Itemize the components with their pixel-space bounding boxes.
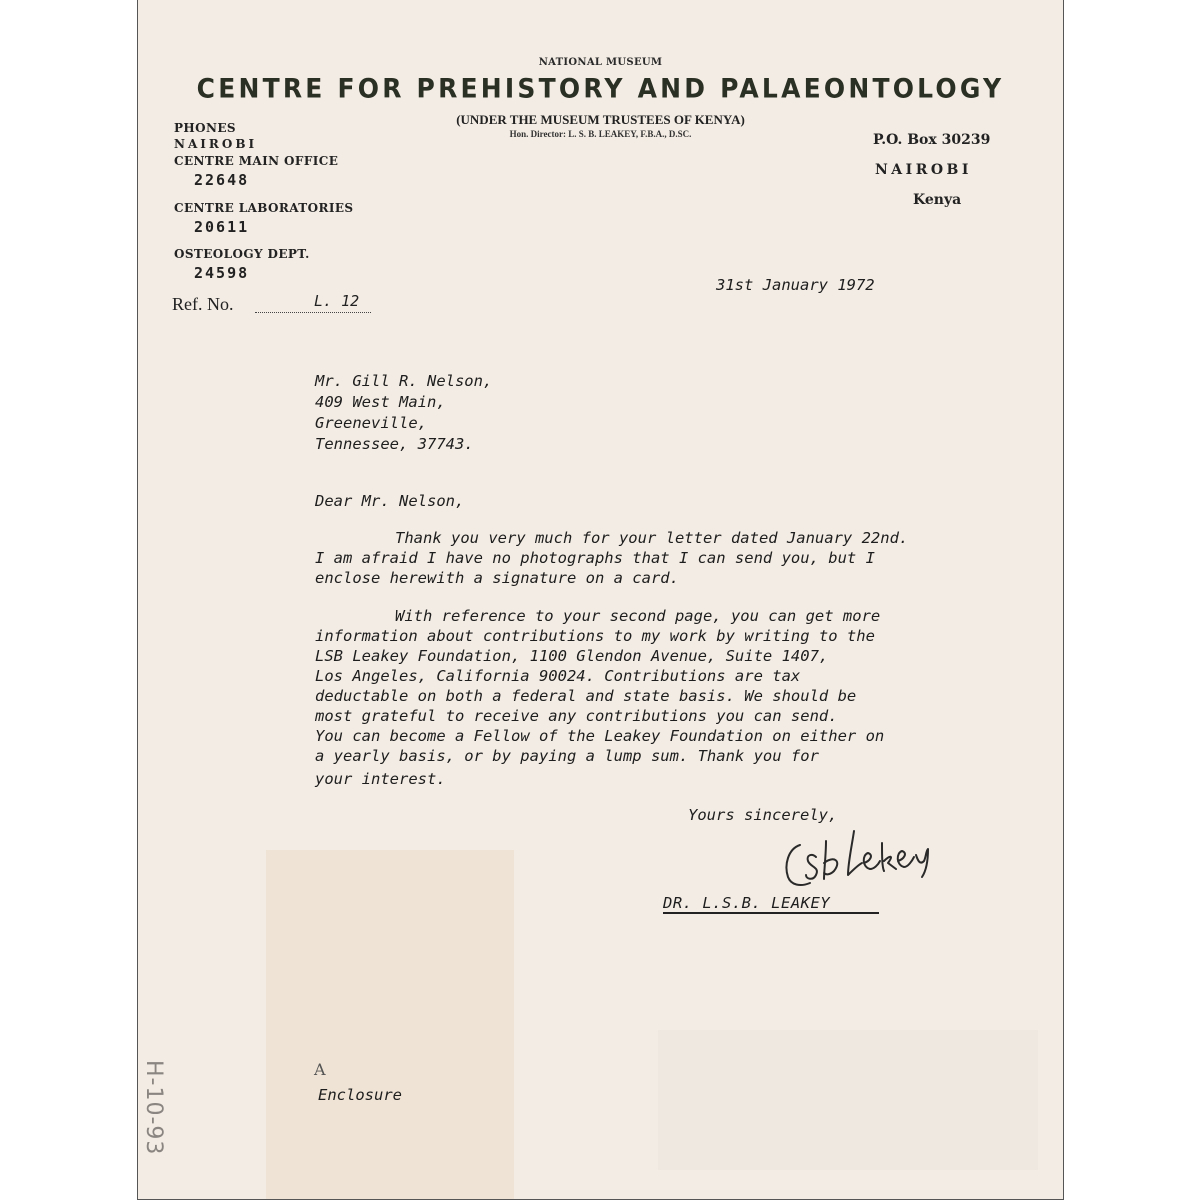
trustees-subtitle: (UNDER THE MUSEUM TRUSTEES OF KENYA) [456, 112, 745, 127]
body-line: Thank you very much for your letter dated January 22nd. [395, 529, 909, 547]
letter-date: 31st January 1972 [716, 276, 875, 294]
address-line: Greeneville, [315, 414, 427, 432]
body-line: enclose herewith a signature on a card. [315, 569, 679, 587]
body-line: I am afraid I have no photographs that I can send you, but I [315, 549, 875, 567]
osteology-number: 24598 [194, 264, 250, 282]
faint-show-through [658, 1030, 1038, 1170]
body-line: your interest. [315, 770, 446, 788]
laboratories-label: CENTRE LABORATORIES [174, 201, 354, 215]
director-line: Hon. Director: L. S. B. LEAKEY, F.B.A., D.SC. [509, 129, 692, 139]
city: NAIROBI [875, 162, 972, 178]
pencil-annotation: H-10-93 [141, 1060, 166, 1156]
body-line: most grateful to receive any contributions you can send. [315, 707, 838, 725]
ref-value: L. 12 [314, 292, 360, 310]
body-line: information about contributions to my work by writing to the [315, 627, 875, 645]
card-discoloration [266, 850, 514, 1199]
letter-page [137, 0, 1064, 1200]
laboratories-number: 20611 [194, 218, 250, 236]
country: Kenya [913, 192, 962, 208]
body-line: deductable on both a federal and state basis. We should be [315, 687, 857, 705]
signer-name: DR. L.S.B. LEAKEY [663, 894, 831, 912]
po-box: P.O. Box 30239 [873, 132, 991, 148]
ref-label: Ref. No. [172, 294, 234, 314]
handwritten-signature [778, 815, 948, 895]
body-line: Los Angeles, California 90024. Contributions are tax [315, 667, 801, 685]
enclosure-note: Enclosure [318, 1086, 402, 1104]
osteology-label: OSTEOLOGY DEPT. [174, 247, 310, 261]
address-line: 409 West Main, [315, 393, 446, 411]
salutation: Dear Mr. Nelson, [315, 492, 465, 510]
closing: Yours sincerely, [688, 806, 838, 824]
ref-dotted-line [255, 312, 371, 313]
main-office-label: CENTRE MAIN OFFICE [174, 154, 339, 168]
body-line: LSB Leakey Foundation, 1100 Glendon Avenue, Suite 1407, [315, 647, 829, 665]
body-line: With reference to your second page, you can get more [395, 607, 881, 625]
address-line: Mr. Gill R. Nelson, [315, 372, 493, 390]
body-line: You can become a Fellow of the Leakey Foundation on either on [315, 727, 885, 745]
address-line: Tennessee, 37743. [315, 435, 474, 453]
body-line: a yearly basis, or by paying a lump sum. Thank you for [315, 747, 819, 765]
letterhead-title: CENTRE FOR PREHISTORY AND PALAEONTOLOGY [196, 72, 1005, 105]
phones-label: PHONES [174, 121, 236, 135]
typist-initial: A [314, 1060, 326, 1079]
signer-underline [663, 912, 879, 914]
phones-city: NAIROBI [174, 137, 258, 151]
main-office-number: 22648 [194, 171, 250, 189]
national-museum-heading: NATIONAL MUSEUM [538, 57, 663, 68]
